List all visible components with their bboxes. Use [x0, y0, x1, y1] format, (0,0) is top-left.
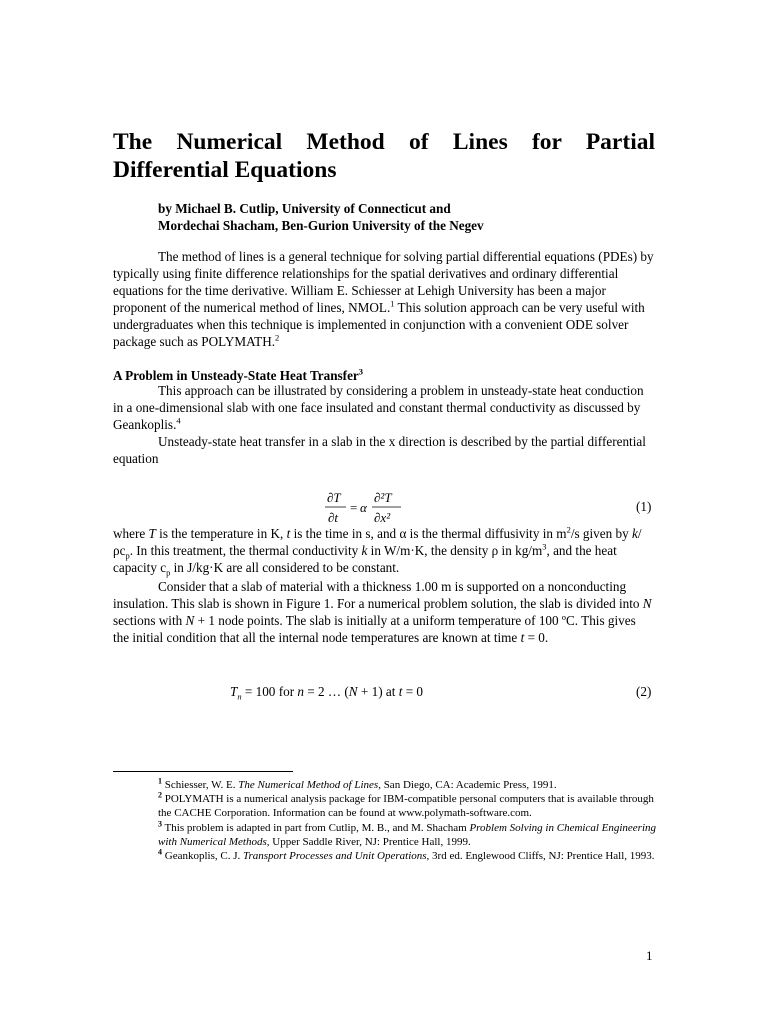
- footnote-text: POLYMATH is a numerical analysis package for IBM-compatible personal computers that is available through the CACHE Corporation. Information can be found at www.polymath-software.com.: [158, 793, 654, 820]
- var-sub: p: [125, 550, 130, 561]
- footnote-number: 4: [158, 847, 162, 857]
- var-t: t: [286, 526, 291, 541]
- footnote-text: , Upper Saddle River, NJ: Prentice Hall, 1999.: [266, 835, 471, 848]
- var-text: in J/kg·K are all considered to be constant.: [170, 560, 400, 575]
- footnote-divider: [113, 771, 293, 772]
- problem-paragraph: [113, 382, 655, 433]
- page-number: 1: [646, 948, 653, 963]
- equation-2: [230, 684, 423, 700]
- variables-paragraph: [113, 525, 655, 576]
- equation-2-number: (2): [636, 684, 652, 699]
- footnote-ref-3: 3: [358, 366, 364, 377]
- footnote: [158, 792, 658, 820]
- footnote-ref-2: 2: [275, 332, 280, 343]
- var-N: N: [185, 613, 195, 628]
- var-sup: 3: [542, 541, 547, 552]
- eq2-t: t: [398, 684, 403, 699]
- eq2-text: = 2 … (: [303, 684, 349, 699]
- eq1-lhs-denominator: ∂t: [328, 510, 339, 525]
- var-t: t: [520, 630, 525, 645]
- slab-paragraph: [113, 578, 655, 646]
- var-alpha: α: [399, 526, 407, 541]
- author-block: [158, 200, 484, 234]
- footnote-text: Geankoplis, C. J.: [162, 850, 243, 863]
- var-text: where: [113, 526, 149, 541]
- footnote-ref-1: 1: [390, 298, 395, 309]
- var-text: is the thermal diffusivity in m: [406, 526, 567, 541]
- intro-text-2: This solution approach can be very useful with undergraduates when this technique is implemented in conjunction with a convenient ODE solver package such as POLYMATH.: [113, 300, 645, 349]
- var-text: is the temperature in K,: [155, 526, 287, 541]
- footnote-ref-4: 4: [176, 415, 181, 426]
- equation-1-number: (1): [636, 499, 652, 514]
- footnote-title: The Numerical Method of Lines: [238, 779, 379, 791]
- equation-1: [318, 488, 418, 528]
- eq2-text: = 100 for: [241, 684, 298, 699]
- var-k: k: [632, 526, 638, 541]
- footnote-number: 1: [158, 776, 162, 786]
- footnote-text: This problem is adapted in part from Cutlip, M. B., and M. Shacham: [162, 821, 470, 834]
- var-text: is the time in s, and: [290, 526, 400, 541]
- footnote: [158, 849, 658, 863]
- var-sup: 2: [566, 524, 571, 535]
- var-N: N: [642, 596, 652, 611]
- footnote-text: Schiesser, W. E.: [162, 779, 239, 791]
- footnote-title: Transport Processes and Unit Operations: [242, 850, 427, 863]
- footnote: [158, 778, 658, 792]
- eq2-N: N: [348, 684, 358, 699]
- var-text: , and the heat capacity c: [113, 543, 617, 575]
- eq1-rhs-numerator: ∂²T: [374, 490, 392, 505]
- eq1-lhs-numerator: ∂T: [327, 490, 341, 505]
- footnote-title: Problem Solving in Chemical Engineering with Numerical Methods: [158, 821, 657, 848]
- footnote: [158, 818, 658, 849]
- slab-text: = 0.: [524, 630, 549, 645]
- author-line-2: Mordechai Shacham, Ben-Gurion University of the Negev: [158, 218, 484, 233]
- slab-text: sections with: [113, 613, 186, 628]
- var-text: /s given by: [570, 526, 632, 541]
- eq1-alpha: α: [360, 500, 367, 515]
- eq1-equals: =: [350, 500, 358, 515]
- problem-text: This approach can be illustrated by considering a problem in unsteady-state heat conduction in a one-dimensional slab with one face insulated and constant thermal conductivity as discussed by Geankoplis.: [113, 383, 644, 432]
- intro-paragraph: [113, 248, 655, 350]
- footnote-number: 3: [158, 818, 162, 828]
- eq1-rhs-denominator: ∂x²: [374, 510, 391, 525]
- eq2-T: T: [230, 684, 238, 699]
- var-text: . In this treatment, the thermal conductivity: [129, 543, 362, 558]
- var-text: /ρc: [113, 526, 642, 558]
- var-sub: p: [166, 567, 171, 578]
- author-line-1: by Michael B. Cutlip, University of Connecticut and: [158, 201, 451, 216]
- eq2-text: = 0: [402, 684, 424, 699]
- footnotes: [158, 778, 658, 863]
- footnote-text: , San Diego, CA: Academic Press, 1991.: [378, 779, 557, 791]
- var-T: T: [148, 526, 156, 541]
- footnote-text: , 3rd ed. Englewood Cliffs, NJ: Prentice Hall, 1993.: [426, 850, 655, 863]
- pde-intro-paragraph: Unsteady-state heat transfer in a slab in the x direction is described by the partial differential equation: [113, 434, 646, 466]
- eq2-n: n: [297, 684, 304, 699]
- slab-text: + 1 node points. The slab is initially at a uniform temperature of 100 ºC. This gives the initial condition that all the internal node temperatures are known at time: [113, 613, 636, 645]
- section-heading-text: A Problem in Unsteady-State Heat Transfer: [113, 368, 359, 383]
- footnote-number: 2: [158, 790, 162, 800]
- var-text: in W/m·K, the density ρ in kg/m: [367, 543, 543, 558]
- eq2-sub-n: n: [237, 691, 242, 702]
- slab-text: Consider that a slab of material with a thickness 1.00 m is supported on a nonconducting insulation. This slab is shown in Figure 1. For a numerical problem solution, the slab is divided into: [113, 579, 643, 611]
- eq2-text: + 1) at: [357, 684, 399, 699]
- intro-text: The method of lines is a general technique for solving partial differential equations (PDEs) by typically using finite difference relationships for the spatial derivatives and ordinary differential equations for the time derivative. William E. Schiesser at Lehigh University has been a major proponent of the numerical method of lines, NMOL.: [113, 249, 654, 315]
- document-title: The Numerical Method of Lines for Partial Differential Equations: [113, 129, 655, 183]
- var-k: k: [361, 543, 368, 558]
